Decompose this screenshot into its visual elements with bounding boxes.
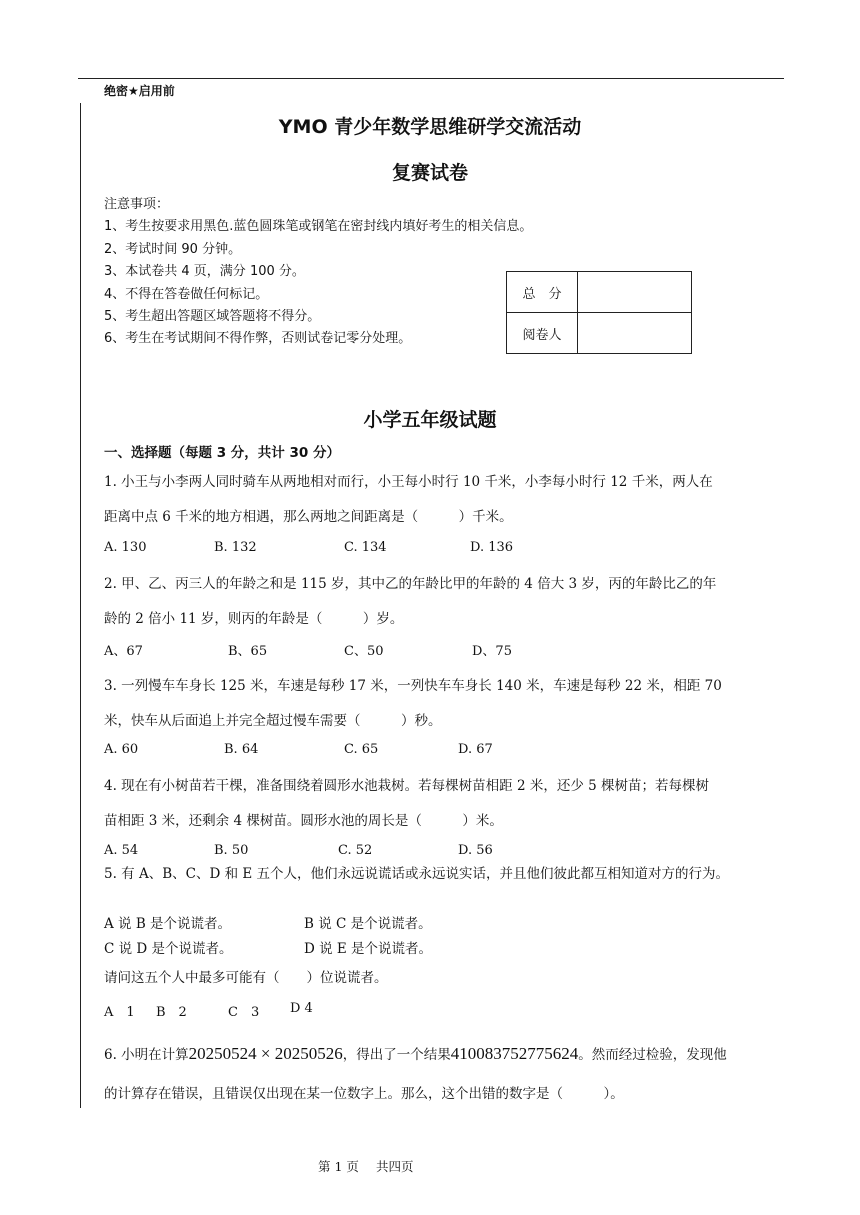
option[interactable]: C、50: [344, 644, 384, 659]
options-5: [104, 1001, 604, 1019]
option[interactable]: C. 134: [344, 540, 387, 555]
note-item: 2、考试时间 90 分钟。: [104, 241, 242, 257]
question-text: 1. 小王与小李两人同时骑车从两地相对而行，小王每小时行 10 千米，小李每小时行 12 千米，两人在: [104, 474, 713, 490]
question-1: [104, 470, 772, 525]
option[interactable]: B、65: [228, 644, 268, 659]
option[interactable]: A. 130: [104, 540, 147, 555]
option[interactable]: D 4: [290, 1001, 313, 1016]
question-text: 苗相距 3 米，还剩余 4 棵树苗。圆形水池的周长是（ ）米。: [104, 813, 503, 829]
option[interactable]: B 2: [156, 1005, 187, 1020]
option[interactable]: D. 56: [458, 843, 493, 858]
question-ask: 请问这五个人中最多可能有（ ）位说谎者。: [104, 970, 388, 986]
question-text: 4. 现在有小树苗若干棵，准备围绕着圆形水池栽树。若每棵树苗相距 2 米，还少 5 棵树苗；若每棵树: [104, 778, 710, 794]
question-6: [104, 1043, 727, 1064]
option[interactable]: C. 52: [338, 843, 373, 858]
notes-heading: 注意事项：: [104, 197, 170, 212]
options-3: [104, 742, 604, 760]
options-2: [104, 640, 604, 658]
note-item: 5、考生超出答题区域答题将不得分。: [104, 309, 321, 325]
option[interactable]: C 3: [228, 1005, 260, 1020]
option[interactable]: A 1: [104, 1005, 135, 1020]
total-score-label: 总 分: [507, 272, 578, 313]
score-table: [506, 271, 692, 354]
question-text: 6. 小明在计算: [104, 1047, 189, 1063]
question-4: [104, 774, 772, 829]
question-text: 的计算存在错误，且错误仅出现在某一位数字上。那么，这个出错的数字是（ ）。: [104, 1086, 624, 1102]
question-text: 5. 有 A、B、C、D 和 E 五个人，他们永远说谎话或永远说实话，并且他们彼此都互相知道对方的行为。: [104, 866, 730, 882]
question-text: 3. 一列慢车车身长 125 米，车速是每秒 17 米，一列快车车身长 140 米，车速是每秒 22 米，相距 70: [104, 678, 722, 694]
option[interactable]: B. 50: [214, 843, 249, 858]
total-score-cell[interactable]: [578, 272, 692, 313]
option[interactable]: D. 136: [470, 540, 514, 555]
option[interactable]: D. 67: [458, 742, 493, 757]
question-text: 距离中点 6 千米的地方相遇，那么两地之间距离是（ ）千米。: [104, 509, 513, 525]
question-5: [104, 864, 772, 885]
note-item: 3、本试卷共 4 页，满分 100 分。: [104, 264, 305, 280]
math-result: 410083752775624: [450, 1044, 579, 1063]
note-item: 4、不得在答卷做任何标记。: [104, 286, 269, 302]
statement: A 说 B 是个说谎者。: [104, 916, 232, 932]
option[interactable]: B. 64: [224, 742, 259, 757]
top-rule: [78, 78, 784, 79]
question-text: ，得出了一个结果: [342, 1047, 451, 1063]
question-3: [104, 674, 772, 729]
option[interactable]: A、67: [104, 644, 143, 659]
statement: C 说 D 是个说谎者。: [104, 941, 233, 957]
statement: D 说 E 是个说谎者。: [304, 941, 433, 957]
question-2: [104, 572, 772, 627]
question-text: 2. 甲、乙、丙三人的年龄之和是 115 岁，其中乙的年龄比甲的年龄的 4 倍大 3 岁，丙的年龄比乙的年: [104, 576, 717, 592]
grade-title: 小学五年级试题: [363, 409, 497, 431]
option[interactable]: D、75: [472, 644, 512, 659]
options-4: [104, 843, 604, 861]
math-expression: 20250524 × 20250526: [188, 1044, 343, 1063]
note-item: 1、考生按要求用黑色.蓝色圆珠笔或钢笔在密封线内填好考生的相关信息。: [104, 219, 533, 235]
grader-cell[interactable]: [578, 313, 692, 354]
notes-block: [104, 194, 532, 351]
exam-subtitle: 复赛试卷: [391, 162, 468, 184]
total-pages: 共四页: [376, 1159, 414, 1174]
binding-line: [80, 103, 81, 1108]
option[interactable]: A. 54: [104, 843, 139, 858]
note-item: 6、考生在考试期间不得作弊，否则试卷记零分处理。: [104, 331, 412, 347]
statement: B 说 C 是个说谎者。: [304, 916, 432, 932]
question-text: 龄的 2 倍小 11 岁，则丙的年龄是（ ）岁。: [104, 611, 404, 627]
page-number: 第 1 页: [318, 1159, 359, 1174]
section-heading: 一、选择题（每题 3 分，共计 30 分）: [104, 445, 340, 461]
question-text: 米，快车从后面追上并完全超过慢车需要（ ）秒。: [104, 713, 442, 729]
option[interactable]: A. 60: [104, 742, 139, 757]
secret-mark: 绝密★启用前: [104, 84, 175, 98]
grader-label: 阅卷人: [507, 313, 578, 354]
option[interactable]: B. 132: [214, 540, 257, 555]
question-text: 。然而经过检验，发现他: [578, 1047, 727, 1063]
exam-title: YMO 青少年数学思维研学交流活动: [278, 116, 582, 138]
options-1: [104, 540, 604, 558]
option[interactable]: C. 65: [344, 742, 379, 757]
